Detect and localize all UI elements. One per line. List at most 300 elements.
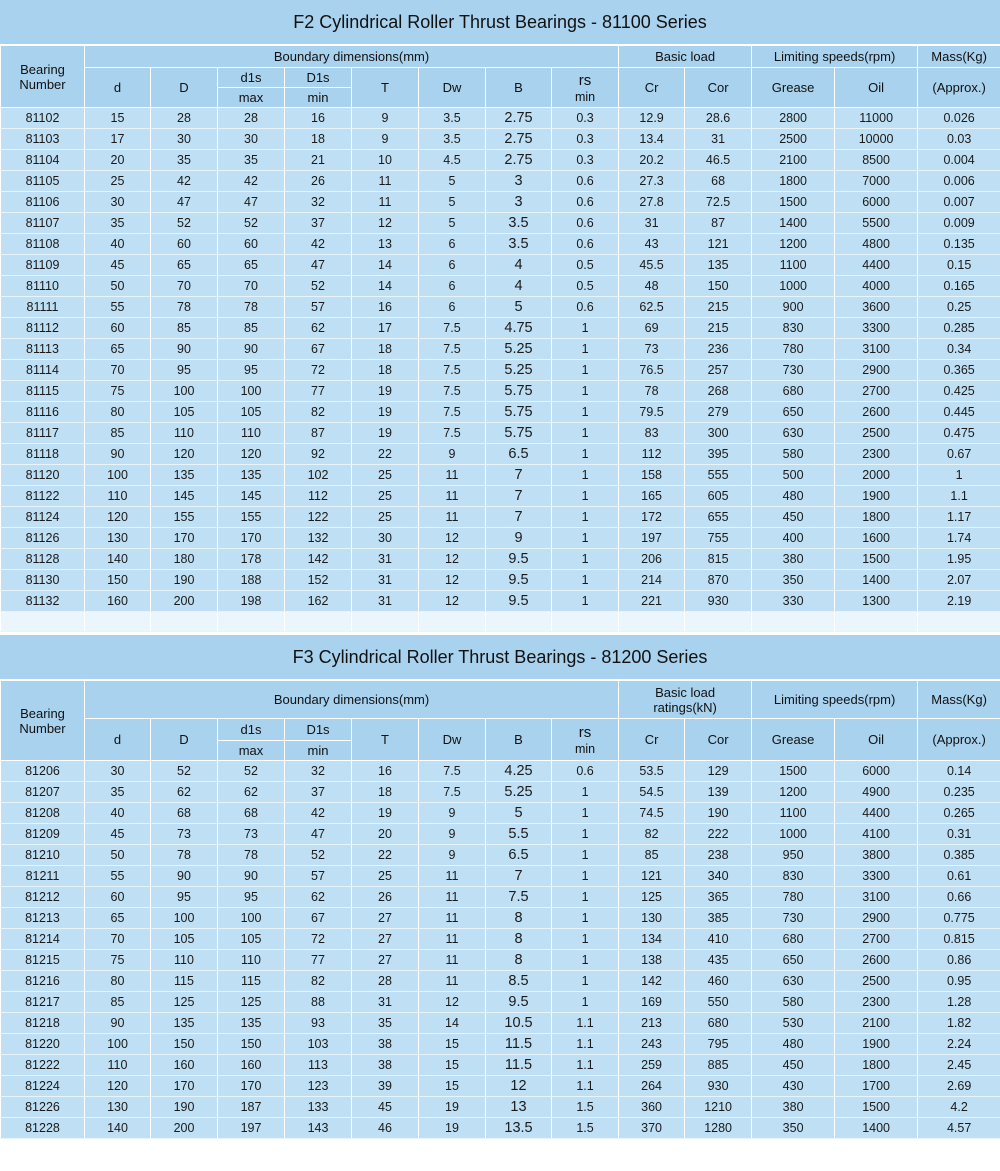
- table-cell: 105: [218, 402, 285, 423]
- table-cell: 40: [85, 234, 151, 255]
- table-cell: 8.5: [486, 971, 552, 992]
- table-title: F2 Cylindrical Roller Thrust Bearings - 81100 Series: [0, 0, 1000, 45]
- table-cell: 43: [619, 234, 685, 255]
- table-cell: 90: [218, 339, 285, 360]
- table-cell: 62: [285, 887, 352, 908]
- table-cell: 120: [151, 444, 218, 465]
- table-row: [1, 950, 1000, 971]
- header-D1s-min: min: [285, 88, 352, 108]
- table-row: [1, 402, 1000, 423]
- table-cell: 30: [85, 761, 151, 782]
- table-cell: 236: [685, 339, 752, 360]
- table-cell: 2500: [835, 423, 918, 444]
- table-cell: 100: [151, 381, 218, 402]
- table-cell: 1280: [685, 1118, 752, 1139]
- table-cell: 12.9: [619, 108, 685, 129]
- table-cell: 0.6: [552, 213, 619, 234]
- table-cell: 31: [352, 992, 419, 1013]
- table-cell: 81222: [1, 1055, 85, 1076]
- table-cell: 2500: [835, 971, 918, 992]
- table-cell: 0.6: [552, 297, 619, 318]
- table-cell: 121: [619, 866, 685, 887]
- table-cell: 1: [552, 887, 619, 908]
- table-cell: 135: [218, 1013, 285, 1034]
- table-cell: 0.385: [918, 845, 1000, 866]
- header-bearing-number: Bearing Number: [1, 46, 85, 108]
- table-cell: 190: [151, 570, 218, 591]
- table-row: [1, 908, 1000, 929]
- table-cell: 125: [218, 992, 285, 1013]
- table-cell: 2.75: [486, 150, 552, 171]
- table-cell: 8500: [835, 150, 918, 171]
- table-cell: 9: [419, 803, 486, 824]
- table-cell: 60: [85, 318, 151, 339]
- table-row: [1, 929, 1000, 950]
- table-cell: 45: [352, 1097, 419, 1118]
- table-cell: 730: [752, 360, 835, 381]
- table-cell: 1: [552, 339, 619, 360]
- header-basic-load: Basic load: [619, 46, 752, 68]
- table-cell: 14: [352, 276, 419, 297]
- table-cell: 81108: [1, 234, 85, 255]
- table-cell: 130: [85, 1097, 151, 1118]
- table-cell: 950: [752, 845, 835, 866]
- table-cell: 450: [752, 1055, 835, 1076]
- table-cell: 73: [619, 339, 685, 360]
- table-cell: 190: [151, 1097, 218, 1118]
- table-row: [1, 297, 1000, 318]
- table-cell: 132: [285, 528, 352, 549]
- table-cell: 90: [85, 1013, 151, 1034]
- table-cell: 115: [218, 971, 285, 992]
- header-D1s: D1s: [285, 68, 352, 88]
- table-cell: 81109: [1, 255, 85, 276]
- table-cell: 13: [486, 1097, 552, 1118]
- table-cell: 3100: [835, 339, 918, 360]
- table-cell: 11: [419, 507, 486, 528]
- header-grease: Grease: [752, 719, 835, 761]
- table-cell: 73: [151, 824, 218, 845]
- table-cell: 77: [285, 381, 352, 402]
- table-cell: 0.445: [918, 402, 1000, 423]
- table-cell: 150: [85, 570, 151, 591]
- header-oil: Oil: [835, 719, 918, 761]
- header-d1s-max: max: [218, 741, 285, 761]
- table-cell: 530: [752, 1013, 835, 1034]
- header-approx: (Approx.): [918, 719, 1000, 761]
- table-cell: 81224: [1, 1076, 85, 1097]
- table-cell: 655: [685, 507, 752, 528]
- table-cell: 1100: [752, 255, 835, 276]
- bearing-table: [0, 45, 1000, 632]
- table-cell: 180: [151, 549, 218, 570]
- table-filler-row: [1, 612, 1000, 632]
- table-cell: 95: [218, 360, 285, 381]
- table-cell: 85: [619, 845, 685, 866]
- table-row: [1, 887, 1000, 908]
- table-cell: 135: [151, 465, 218, 486]
- table-cell: 140: [85, 1118, 151, 1139]
- table-cell: 75: [85, 381, 151, 402]
- table-cell: 0.03: [918, 129, 1000, 150]
- table-cell: 0.009: [918, 213, 1000, 234]
- table-cell: 215: [685, 318, 752, 339]
- table-cell: 142: [619, 971, 685, 992]
- table-cell: 257: [685, 360, 752, 381]
- table-cell: 4.25: [486, 761, 552, 782]
- table-cell: 19: [352, 402, 419, 423]
- table-cell: 81228: [1, 1118, 85, 1139]
- table-cell: 28.6: [685, 108, 752, 129]
- table-cell: 5: [486, 297, 552, 318]
- table-cell: 680: [685, 1013, 752, 1034]
- table-cell: 11: [419, 971, 486, 992]
- table-cell: 0.265: [918, 803, 1000, 824]
- table-cell: 81220: [1, 1034, 85, 1055]
- table-cell: 460: [685, 971, 752, 992]
- table-cell: 87: [685, 213, 752, 234]
- table-cell: 1: [552, 444, 619, 465]
- header-d: d: [85, 68, 151, 108]
- table-cell: 78: [151, 845, 218, 866]
- table-cell: 17: [85, 129, 151, 150]
- table-cell: 11: [419, 887, 486, 908]
- table-cell: 222: [685, 824, 752, 845]
- table-row: [1, 591, 1000, 612]
- table-cell: 81214: [1, 929, 85, 950]
- table-row: [1, 276, 1000, 297]
- table-cell: 1: [552, 570, 619, 591]
- table-cell: 95: [151, 887, 218, 908]
- table-cell: 45.5: [619, 255, 685, 276]
- table-cell: 7.5: [419, 402, 486, 423]
- table-cell: 480: [752, 1034, 835, 1055]
- table-cell: 81117: [1, 423, 85, 444]
- table-cell: 2900: [835, 360, 918, 381]
- table-cell: 5: [419, 213, 486, 234]
- table-row: [1, 782, 1000, 803]
- table-cell: 780: [752, 887, 835, 908]
- table-cell: 81218: [1, 1013, 85, 1034]
- table-cell: 3300: [835, 318, 918, 339]
- table-cell: 900: [752, 297, 835, 318]
- table-cell: 35: [218, 150, 285, 171]
- table-cell: 0.5: [552, 276, 619, 297]
- table-cell: 80: [85, 971, 151, 992]
- table-cell: 8: [486, 908, 552, 929]
- table-cell: 32: [285, 761, 352, 782]
- table-cell: 30: [352, 528, 419, 549]
- table-cell: 2600: [835, 950, 918, 971]
- table-cell: 4400: [835, 803, 918, 824]
- table-cell: 134: [619, 929, 685, 950]
- table-cell: 135: [218, 465, 285, 486]
- table-cell: 60: [218, 234, 285, 255]
- table-cell: 214: [619, 570, 685, 591]
- table-cell: 4: [486, 276, 552, 297]
- header-D1s: D1s: [285, 719, 352, 741]
- table-cell: 82: [285, 402, 352, 423]
- table-cell: 120: [85, 1076, 151, 1097]
- table-cell: 50: [85, 845, 151, 866]
- table-cell: 1800: [752, 171, 835, 192]
- table-cell: 26: [352, 887, 419, 908]
- table-cell: 680: [752, 381, 835, 402]
- table-cell: 20: [352, 824, 419, 845]
- header-d1s: d1s: [218, 68, 285, 88]
- table-cell: 90: [151, 339, 218, 360]
- table-cell: 9.5: [486, 992, 552, 1013]
- table-cell: 46.5: [685, 150, 752, 171]
- table-cell: 15: [85, 108, 151, 129]
- table-cell: 81116: [1, 402, 85, 423]
- table-cell: 81102: [1, 108, 85, 129]
- table-cell: 4.2: [918, 1097, 1000, 1118]
- header-grease: Grease: [752, 68, 835, 108]
- table-cell: 112: [619, 444, 685, 465]
- table-cell: 14: [352, 255, 419, 276]
- table-cell: 0.3: [552, 108, 619, 129]
- table-cell: 15: [419, 1076, 486, 1097]
- table-cell: 1: [552, 507, 619, 528]
- table-cell: 238: [685, 845, 752, 866]
- table-cell: 170: [218, 1076, 285, 1097]
- table-cell: 1: [552, 402, 619, 423]
- table-cell: 47: [285, 255, 352, 276]
- table-cell: 10.5: [486, 1013, 552, 1034]
- table-cell: 103: [285, 1034, 352, 1055]
- table-cell: 11: [352, 171, 419, 192]
- header-Dw: Dw: [419, 719, 486, 761]
- table-cell: 72.5: [685, 192, 752, 213]
- table-cell: 92: [285, 444, 352, 465]
- table-cell: 87: [285, 423, 352, 444]
- table-cell: 5.5: [486, 824, 552, 845]
- table-cell: 8: [486, 929, 552, 950]
- table-cell: 330: [752, 591, 835, 612]
- table-cell: 213: [619, 1013, 685, 1034]
- table-cell: 31: [352, 549, 419, 570]
- table-cell: 340: [685, 866, 752, 887]
- table-cell: 85: [85, 423, 151, 444]
- table-cell: 57: [285, 297, 352, 318]
- table-cell: 12: [486, 1076, 552, 1097]
- table-cell: 81128: [1, 549, 85, 570]
- table-cell: 9: [419, 845, 486, 866]
- table-cell: 18: [352, 782, 419, 803]
- table-cell: 45: [85, 824, 151, 845]
- table-cell: 67: [285, 339, 352, 360]
- table-cell: 430: [752, 1076, 835, 1097]
- table-cell: 105: [218, 929, 285, 950]
- table-row: [1, 1076, 1000, 1097]
- table-cell: 81215: [1, 950, 85, 971]
- table-cell: 4: [486, 255, 552, 276]
- table-cell: 188: [218, 570, 285, 591]
- table-cell: 1300: [835, 591, 918, 612]
- table-cell: 4800: [835, 234, 918, 255]
- table-cell: 52: [285, 276, 352, 297]
- table-cell: 7: [486, 507, 552, 528]
- table-cell: 81103: [1, 129, 85, 150]
- table-row: [1, 381, 1000, 402]
- header-Dw: Dw: [419, 68, 486, 108]
- table-cell: 37: [285, 213, 352, 234]
- table-cell: 11: [419, 929, 486, 950]
- table-cell: 47: [285, 824, 352, 845]
- table-cell: 26: [285, 171, 352, 192]
- table-cell: 380: [752, 1097, 835, 1118]
- table-cell: 155: [218, 507, 285, 528]
- table-cell: 15: [419, 1055, 486, 1076]
- table-cell: 16: [352, 297, 419, 318]
- table-cell: 102: [285, 465, 352, 486]
- table-cell: 3300: [835, 866, 918, 887]
- table-cell: 5.75: [486, 381, 552, 402]
- header-mass: Mass(Kg): [918, 46, 1000, 68]
- table-cell: 81110: [1, 276, 85, 297]
- table-cell: 12: [419, 591, 486, 612]
- table-cell: 2700: [835, 381, 918, 402]
- table-cell: 30: [85, 192, 151, 213]
- table-cell: 79.5: [619, 402, 685, 423]
- table-cell: 17: [352, 318, 419, 339]
- table-cell: 70: [85, 360, 151, 381]
- header-d1s: d1s: [218, 719, 285, 741]
- table-cell: 1400: [752, 213, 835, 234]
- table-cell: 4.5: [419, 150, 486, 171]
- table-cell: 1: [552, 908, 619, 929]
- table-cell: 178: [218, 549, 285, 570]
- table-cell: 28: [218, 108, 285, 129]
- table-cell: 930: [685, 591, 752, 612]
- table-cell: 18: [285, 129, 352, 150]
- table-row: [1, 866, 1000, 887]
- header-Cr: Cr: [619, 719, 685, 761]
- table-cell: 1.5: [552, 1097, 619, 1118]
- table-cell: 2300: [835, 992, 918, 1013]
- table-cell: 172: [619, 507, 685, 528]
- table-cell: 100: [218, 381, 285, 402]
- table-cell: 123: [285, 1076, 352, 1097]
- header-rs: rs min: [552, 68, 619, 108]
- table-cell: 81217: [1, 992, 85, 1013]
- table-cell: 57: [285, 866, 352, 887]
- table-cell: 81113: [1, 339, 85, 360]
- table-cell: 215: [685, 297, 752, 318]
- table-cell: 7.5: [486, 887, 552, 908]
- table-cell: 730: [752, 908, 835, 929]
- table-cell: 1: [552, 929, 619, 950]
- table-cell: 139: [685, 782, 752, 803]
- table-cell: 13.5: [486, 1118, 552, 1139]
- table-cell: 2900: [835, 908, 918, 929]
- table-cell: 20.2: [619, 150, 685, 171]
- table-cell: 69: [619, 318, 685, 339]
- table-cell: 780: [752, 339, 835, 360]
- table-cell: 21: [285, 150, 352, 171]
- table-cell: 81122: [1, 486, 85, 507]
- table-cell: 130: [619, 908, 685, 929]
- table-cell: 1.17: [918, 507, 1000, 528]
- table-cell: 365: [685, 887, 752, 908]
- table-cell: 2.24: [918, 1034, 1000, 1055]
- table-cell: 142: [285, 549, 352, 570]
- table-cell: 830: [752, 866, 835, 887]
- header-D: D: [151, 68, 218, 108]
- table-cell: 72: [285, 360, 352, 381]
- table-cell: 110: [218, 950, 285, 971]
- table-cell: 19: [352, 803, 419, 824]
- table-cell: 1200: [752, 782, 835, 803]
- header-d: d: [85, 719, 151, 761]
- table-cell: 7.5: [419, 381, 486, 402]
- table-cell: 0.6: [552, 761, 619, 782]
- table-cell: 77: [285, 950, 352, 971]
- table-cell: 62: [218, 782, 285, 803]
- table-cell: 4000: [835, 276, 918, 297]
- table-cell: 9.5: [486, 549, 552, 570]
- table-cell: 80: [85, 402, 151, 423]
- table-cell: 11.5: [486, 1034, 552, 1055]
- table-cell: 85: [151, 318, 218, 339]
- table-cell: 81111: [1, 297, 85, 318]
- table-cell: 32: [285, 192, 352, 213]
- table-cell: 630: [752, 423, 835, 444]
- table-cell: 0.285: [918, 318, 1000, 339]
- table-cell: 6000: [835, 192, 918, 213]
- table-cell: 1.1: [918, 486, 1000, 507]
- table-row: [1, 486, 1000, 507]
- table-cell: 16: [285, 108, 352, 129]
- table-cell: 0.135: [918, 234, 1000, 255]
- table-cell: 169: [619, 992, 685, 1013]
- table-cell: 1500: [835, 549, 918, 570]
- table-cell: 11000: [835, 108, 918, 129]
- table-cell: 1000: [752, 276, 835, 297]
- table-cell: 81207: [1, 782, 85, 803]
- table-cell: 1.1: [552, 1034, 619, 1055]
- table-cell: 1500: [835, 1097, 918, 1118]
- table-cell: 1: [552, 381, 619, 402]
- header-D1s-min: min: [285, 741, 352, 761]
- table-cell: 5500: [835, 213, 918, 234]
- table-cell: 5: [486, 803, 552, 824]
- table-cell: 68: [151, 803, 218, 824]
- header-mass: Mass(Kg): [918, 681, 1000, 719]
- table-cell: 2.75: [486, 108, 552, 129]
- table-cell: 100: [218, 908, 285, 929]
- table-cell: 81118: [1, 444, 85, 465]
- table-cell: 105: [151, 402, 218, 423]
- table-cell: 27.3: [619, 171, 685, 192]
- table-cell: 815: [685, 549, 752, 570]
- table-cell: 65: [85, 339, 151, 360]
- table-cell: 27: [352, 908, 419, 929]
- table-cell: 31: [352, 570, 419, 591]
- table-cell: 7.5: [419, 339, 486, 360]
- table-cell: 45: [85, 255, 151, 276]
- table-row: [1, 549, 1000, 570]
- table-cell: 11: [419, 465, 486, 486]
- table-cell: 1: [552, 423, 619, 444]
- table-cell: 550: [685, 992, 752, 1013]
- table-cell: 410: [685, 929, 752, 950]
- table-cell: 81106: [1, 192, 85, 213]
- table-cell: 90: [85, 444, 151, 465]
- table-row: [1, 129, 1000, 150]
- table-cell: 90: [151, 866, 218, 887]
